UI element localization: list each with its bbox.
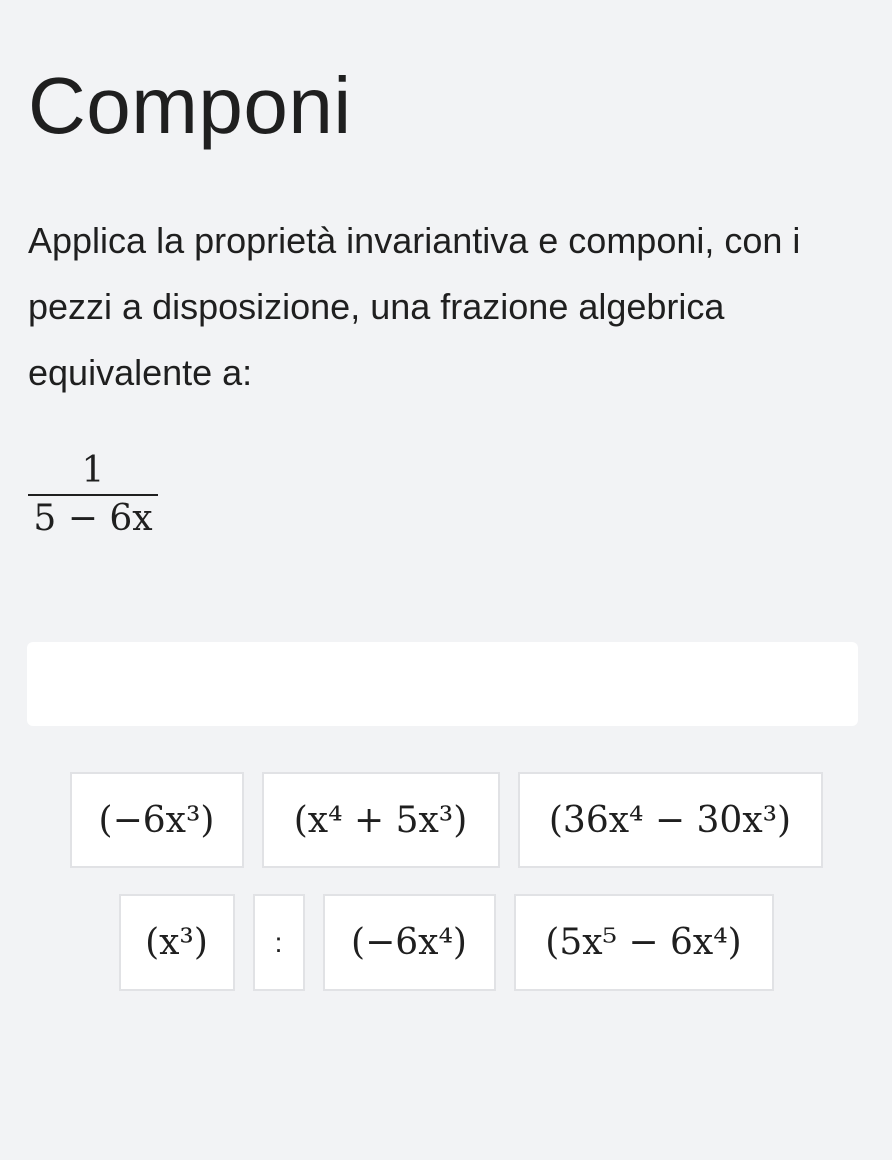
piece-x4-plus-5x3[interactable]: (x⁴ + 5x³) — [262, 772, 500, 868]
piece-division-colon[interactable]: : — [253, 894, 305, 991]
pieces-row-2 — [0, 894, 892, 991]
target-fraction — [28, 448, 158, 542]
pieces-row-1 — [0, 772, 892, 868]
answer-drop-zone[interactable] — [27, 642, 858, 726]
page-title: Componi — [28, 61, 352, 150]
piece-minus-6x3[interactable]: (−6x³) — [70, 772, 244, 868]
instructions-text: Applica la proprietà invariantiva e componi, con i pezzi a disposizione, una frazione algebrica equivalente a: — [28, 220, 801, 393]
piece-5x5-minus-6x4[interactable]: (5x⁵ − 6x⁴) — [514, 894, 774, 991]
fraction-numerator: 1 — [81, 450, 105, 491]
piece-minus-6x4[interactable]: (−6x⁴) — [323, 894, 496, 991]
fraction-denominator: 5 − 6x — [33, 498, 153, 539]
piece-x3[interactable]: (x³) — [119, 894, 235, 991]
piece-36x4-minus-30x3[interactable]: (36x⁴ − 30x³) — [518, 772, 823, 868]
